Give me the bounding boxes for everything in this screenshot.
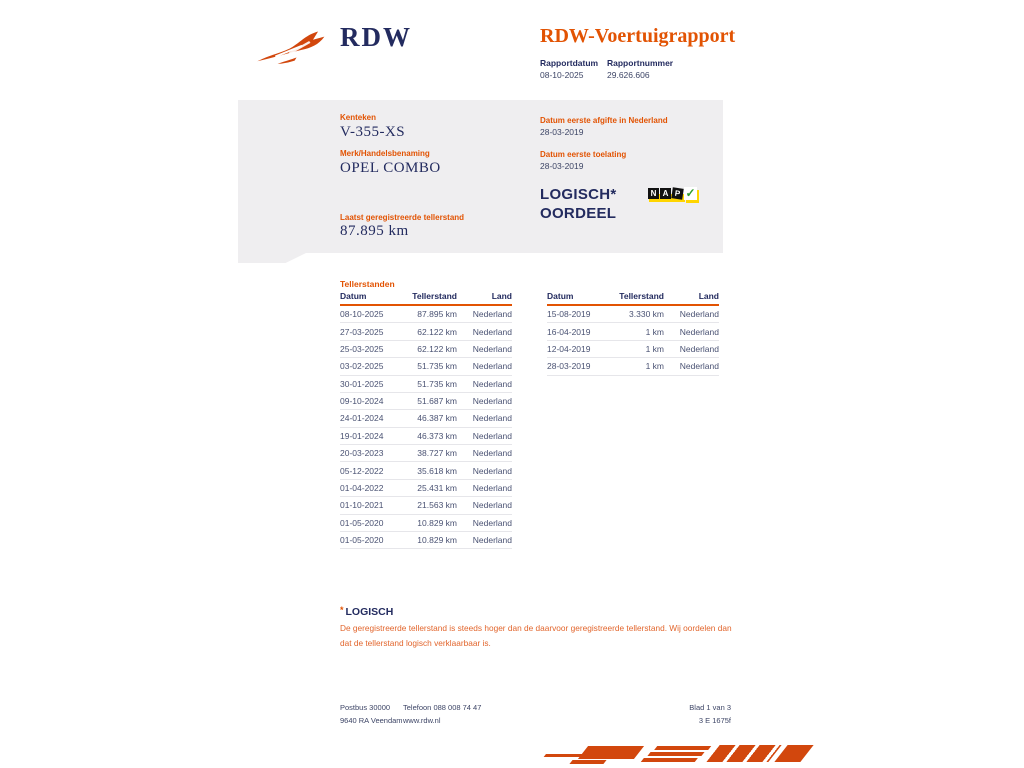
verdict-note-body: De geregistreerde tellerstand is steeds hoger dan de daarvoor geregistreerde tellerstand. Wij oordelen dan dat de tellerstand logisch verklaarbaar is. bbox=[340, 623, 732, 648]
laatste-tellerstand-value: 87.895 km bbox=[340, 223, 409, 239]
verdict-line-1: LOGISCH* bbox=[540, 186, 617, 203]
cell-datum: 05-12-2022 bbox=[340, 462, 400, 479]
cell-tellerstand: 62.122 km bbox=[400, 323, 457, 340]
cell-datum: 20-03-2023 bbox=[340, 445, 400, 462]
table-row bbox=[340, 479, 512, 496]
verdict-headline bbox=[540, 185, 617, 223]
toelating-label: Datum eerste toelating bbox=[540, 150, 627, 159]
table-row bbox=[547, 340, 719, 357]
cell-datum: 12-04-2019 bbox=[547, 340, 607, 357]
table-row bbox=[340, 305, 512, 323]
nap-logo bbox=[648, 186, 698, 208]
cell-land: Nederland bbox=[457, 497, 512, 514]
cell-datum: 28-03-2019 bbox=[547, 358, 607, 375]
table-row bbox=[340, 323, 512, 340]
cell-land: Nederland bbox=[457, 514, 512, 531]
merk-label: Merk/Handelsbenaming bbox=[340, 149, 430, 158]
cell-datum: 03-02-2025 bbox=[340, 358, 400, 375]
table-row bbox=[340, 427, 512, 444]
toelating-value: 28-03-2019 bbox=[540, 161, 584, 171]
col-header-datum: Datum bbox=[340, 291, 400, 305]
tellerstanden-title: Tellerstanden bbox=[340, 279, 395, 289]
report-date-value: 08-10-2025 bbox=[540, 70, 584, 80]
document-title: RDW-Voertuigrapport bbox=[540, 25, 736, 47]
cell-datum: 24-01-2024 bbox=[340, 410, 400, 427]
report-number-value: 29.626.606 bbox=[607, 70, 650, 80]
table-row bbox=[340, 358, 512, 375]
cell-tellerstand: 10.829 km bbox=[400, 514, 457, 531]
rdw-bird-logo-icon bbox=[256, 24, 332, 72]
cell-land: Nederland bbox=[457, 410, 512, 427]
verdict-note-title: LOGISCH bbox=[345, 606, 394, 618]
cell-land: Nederland bbox=[457, 375, 512, 392]
nap-letter-n: N bbox=[648, 188, 659, 199]
cell-land: Nederland bbox=[457, 462, 512, 479]
footer-address bbox=[340, 701, 403, 727]
cell-land: Nederland bbox=[457, 445, 512, 462]
cell-datum: 09-10-2024 bbox=[340, 392, 400, 409]
col-header-land: Land bbox=[664, 291, 719, 305]
footer-page-info bbox=[631, 701, 731, 727]
cell-datum: 01-05-2020 bbox=[340, 514, 400, 531]
footer-postbus: Postbus 30000 bbox=[340, 703, 391, 712]
table-row bbox=[340, 392, 512, 409]
afgifte-label: Datum eerste afgifte in Nederland bbox=[540, 116, 668, 125]
cell-datum: 01-04-2022 bbox=[340, 479, 400, 496]
cell-land: Nederland bbox=[457, 323, 512, 340]
cell-land: Nederland bbox=[457, 305, 512, 323]
cell-tellerstand: 87.895 km bbox=[400, 305, 457, 323]
cell-tellerstand: 46.373 km bbox=[400, 427, 457, 444]
cell-land: Nederland bbox=[457, 392, 512, 409]
cell-datum: 27-03-2025 bbox=[340, 323, 400, 340]
cell-datum: 16-04-2019 bbox=[547, 323, 607, 340]
col-header-tellerstand: Tellerstand bbox=[400, 291, 457, 305]
footer-page-number: Blad 1 van 3 bbox=[689, 703, 731, 712]
cell-land: Nederland bbox=[457, 358, 512, 375]
cell-land: Nederland bbox=[457, 427, 512, 444]
table-row bbox=[547, 323, 719, 340]
table-row bbox=[340, 514, 512, 531]
rdw-footer-graphic bbox=[543, 744, 805, 768]
cell-datum: 01-10-2021 bbox=[340, 497, 400, 514]
table-row bbox=[340, 445, 512, 462]
table-row bbox=[340, 531, 512, 548]
cell-tellerstand: 1 km bbox=[607, 323, 664, 340]
table-header-row bbox=[340, 291, 512, 305]
table-row bbox=[340, 497, 512, 514]
cell-datum: 01-05-2020 bbox=[340, 531, 400, 548]
odometer-table-right bbox=[547, 291, 719, 376]
cell-land: Nederland bbox=[457, 340, 512, 357]
cell-land: Nederland bbox=[457, 479, 512, 496]
table-row bbox=[547, 358, 719, 375]
kenteken-label: Kenteken bbox=[340, 113, 377, 122]
footer-website: www.rdw.nl bbox=[403, 716, 441, 725]
cell-tellerstand: 51.735 km bbox=[400, 358, 457, 375]
merk-value: OPEL COMBO bbox=[340, 160, 441, 176]
cell-tellerstand: 1 km bbox=[607, 358, 664, 375]
cell-tellerstand: 3.330 km bbox=[607, 305, 664, 323]
col-header-land: Land bbox=[457, 291, 512, 305]
cell-tellerstand: 38.727 km bbox=[400, 445, 457, 462]
cell-tellerstand: 25.431 km bbox=[400, 479, 457, 496]
footer-form-code: 3 E 1675f bbox=[698, 716, 731, 725]
cell-datum: 19-01-2024 bbox=[340, 427, 400, 444]
table-row bbox=[340, 340, 512, 357]
table-row bbox=[340, 410, 512, 427]
report-date-label: Rapportdatum bbox=[540, 58, 599, 68]
nap-letter-p: P bbox=[671, 187, 683, 199]
cell-land: Nederland bbox=[664, 358, 719, 375]
cell-land: Nederland bbox=[457, 531, 512, 548]
table-row bbox=[340, 375, 512, 392]
kenteken-value: V-355-XS bbox=[340, 124, 406, 140]
afgifte-value: 28-03-2019 bbox=[540, 127, 584, 137]
cell-tellerstand: 46.387 km bbox=[400, 410, 457, 427]
cell-datum: 25-03-2025 bbox=[340, 340, 400, 357]
cell-land: Nederland bbox=[664, 323, 719, 340]
cell-tellerstand: 1 km bbox=[607, 340, 664, 357]
cell-datum: 30-01-2025 bbox=[340, 375, 400, 392]
verdict-note-heading bbox=[340, 605, 393, 618]
table-header-row bbox=[547, 291, 719, 305]
footer-contact bbox=[403, 701, 481, 727]
cell-tellerstand: 35.618 km bbox=[400, 462, 457, 479]
odometer-table-left bbox=[340, 291, 512, 549]
footer-city: 9640 RA Veendam bbox=[340, 716, 403, 725]
cell-land: Nederland bbox=[664, 305, 719, 323]
col-header-datum: Datum bbox=[547, 291, 607, 305]
rdw-logo-text: RDW bbox=[340, 22, 412, 52]
cell-land: Nederland bbox=[664, 340, 719, 357]
table-row bbox=[547, 305, 719, 323]
summary-box-tab bbox=[238, 253, 306, 263]
cell-tellerstand: 21.563 km bbox=[400, 497, 457, 514]
nap-checkmark-icon: ✓ bbox=[685, 186, 696, 200]
report-number-label: Rapportnummer bbox=[607, 58, 674, 68]
laatste-tellerstand-label: Laatst geregistreerde tellerstand bbox=[340, 213, 465, 222]
cell-tellerstand: 51.687 km bbox=[400, 392, 457, 409]
footer-phone: Telefoon 088 008 74 47 bbox=[403, 703, 482, 712]
nap-letter-a: A bbox=[660, 188, 671, 199]
asterisk: * bbox=[340, 605, 344, 615]
cell-tellerstand: 10.829 km bbox=[400, 531, 457, 548]
table-row bbox=[340, 462, 512, 479]
cell-datum: 08-10-2025 bbox=[340, 305, 400, 323]
col-header-tellerstand: Tellerstand bbox=[607, 291, 664, 305]
cell-tellerstand: 62.122 km bbox=[400, 340, 457, 357]
cell-tellerstand: 51.735 km bbox=[400, 375, 457, 392]
verdict-line-2: OORDEEL bbox=[540, 205, 617, 222]
cell-datum: 15-08-2019 bbox=[547, 305, 607, 323]
